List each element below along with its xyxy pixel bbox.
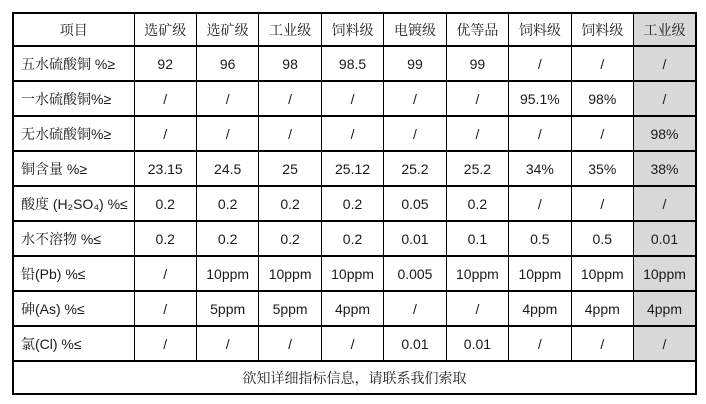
spec-value-cell: / bbox=[384, 116, 446, 151]
spec-value-cell: 0.005 bbox=[384, 256, 446, 291]
spec-value-cell: / bbox=[134, 326, 196, 361]
spec-value-cell: / bbox=[134, 256, 196, 291]
column-header-item: 项目 bbox=[13, 13, 134, 46]
row-label: 水不溶物 %≤ bbox=[13, 221, 134, 256]
spec-value-cell: / bbox=[196, 81, 258, 116]
spec-value-cell: / bbox=[634, 326, 697, 361]
spec-value-cell: 5ppm bbox=[259, 291, 321, 326]
spec-value-cell: / bbox=[509, 186, 571, 221]
row-label: 铜含量 %≥ bbox=[13, 151, 134, 186]
spec-value-cell: 0.2 bbox=[446, 186, 508, 221]
spec-value-cell: / bbox=[259, 116, 321, 151]
column-header: 选矿级 bbox=[134, 13, 196, 46]
spec-value-cell: / bbox=[259, 326, 321, 361]
row-label: 无水硫酸铜%≥ bbox=[13, 116, 134, 151]
table-row bbox=[13, 291, 696, 326]
spec-value-cell: 10ppm bbox=[321, 256, 383, 291]
spec-value-cell: / bbox=[259, 81, 321, 116]
spec-value-cell: / bbox=[509, 326, 571, 361]
spec-value-cell: 24.5 bbox=[196, 151, 258, 186]
spec-value-cell: / bbox=[509, 116, 571, 151]
spec-value-cell: / bbox=[446, 291, 508, 326]
row-label: 酸度 (H₂SO₄) %≤ bbox=[13, 186, 134, 221]
table-row bbox=[13, 256, 696, 291]
spec-value-cell: 10ppm bbox=[196, 256, 258, 291]
table-footer-note: 欲知详细指标信息，请联系我们索取 bbox=[13, 361, 696, 394]
row-label: 一水硫酸铜%≥ bbox=[13, 81, 134, 116]
spec-value-cell: 4ppm bbox=[321, 291, 383, 326]
row-label: 氯(Cl) %≤ bbox=[13, 326, 134, 361]
spec-value-cell: 10ppm bbox=[446, 256, 508, 291]
spec-value-cell: / bbox=[321, 116, 383, 151]
spec-value-cell: / bbox=[571, 116, 633, 151]
spec-value-cell: 25 bbox=[259, 151, 321, 186]
spec-value-cell: 10ppm bbox=[634, 256, 697, 291]
spec-value-cell: 0.2 bbox=[259, 186, 321, 221]
table-row bbox=[13, 151, 696, 186]
spec-value-cell: 0.5 bbox=[509, 221, 571, 256]
spec-value-cell: / bbox=[384, 291, 446, 326]
spec-value-cell: / bbox=[634, 46, 697, 81]
spec-value-cell: 0.2 bbox=[321, 186, 383, 221]
spec-value-cell: 98% bbox=[634, 116, 697, 151]
spec-value-cell: 0.01 bbox=[384, 221, 446, 256]
column-header: 饲料级 bbox=[571, 13, 633, 46]
spec-value-cell: 99 bbox=[446, 46, 508, 81]
table-row bbox=[13, 116, 696, 151]
spec-table-footer bbox=[13, 361, 696, 394]
footer-row bbox=[13, 361, 696, 394]
spec-value-cell: 0.05 bbox=[384, 186, 446, 221]
spec-value-cell: 25.12 bbox=[321, 151, 383, 186]
spec-value-cell: 4ppm bbox=[634, 291, 697, 326]
table-row bbox=[13, 326, 696, 361]
column-header: 电镀级 bbox=[384, 13, 446, 46]
header-row bbox=[13, 13, 696, 46]
spec-value-cell: 23.15 bbox=[134, 151, 196, 186]
spec-value-cell: 98 bbox=[259, 46, 321, 81]
table-row bbox=[13, 46, 696, 81]
column-header: 选矿级 bbox=[196, 13, 258, 46]
spec-value-cell: 0.5 bbox=[571, 221, 633, 256]
spec-value-cell: / bbox=[134, 81, 196, 116]
spec-value-cell: / bbox=[571, 186, 633, 221]
spec-value-cell: / bbox=[634, 81, 697, 116]
column-header: 工业级 bbox=[259, 13, 321, 46]
column-header: 工业级 bbox=[634, 13, 697, 46]
column-header: 优等品 bbox=[446, 13, 508, 46]
spec-value-cell: 0.01 bbox=[446, 326, 508, 361]
spec-value-cell: / bbox=[134, 116, 196, 151]
spec-value-cell: 4ppm bbox=[509, 291, 571, 326]
spec-value-cell: 0.2 bbox=[196, 186, 258, 221]
spec-value-cell: 0.2 bbox=[134, 221, 196, 256]
column-header: 饲料级 bbox=[321, 13, 383, 46]
spec-value-cell: 25.2 bbox=[384, 151, 446, 186]
spec-value-cell: / bbox=[196, 116, 258, 151]
spec-value-cell: 25.2 bbox=[446, 151, 508, 186]
spec-value-cell: 96 bbox=[196, 46, 258, 81]
spec-value-cell: / bbox=[571, 326, 633, 361]
spec-value-cell: 0.01 bbox=[634, 221, 697, 256]
column-header: 饲料级 bbox=[509, 13, 571, 46]
spec-value-cell: / bbox=[509, 46, 571, 81]
spec-value-cell: 38% bbox=[634, 151, 697, 186]
spec-table bbox=[12, 12, 697, 395]
spec-value-cell: / bbox=[321, 81, 383, 116]
spec-value-cell: 10ppm bbox=[571, 256, 633, 291]
spec-value-cell: / bbox=[571, 46, 633, 81]
row-label: 五水硫酸铜 %≥ bbox=[13, 46, 134, 81]
spec-value-cell: 5ppm bbox=[196, 291, 258, 326]
spec-value-cell: 10ppm bbox=[509, 256, 571, 291]
spec-value-cell: / bbox=[321, 326, 383, 361]
spec-value-cell: 10ppm bbox=[259, 256, 321, 291]
spec-value-cell: / bbox=[384, 81, 446, 116]
table-row bbox=[13, 186, 696, 221]
spec-value-cell: 0.2 bbox=[134, 186, 196, 221]
spec-table-body bbox=[13, 46, 696, 361]
spec-value-cell: 0.2 bbox=[321, 221, 383, 256]
spec-value-cell: 0.2 bbox=[259, 221, 321, 256]
table-row bbox=[13, 221, 696, 256]
spec-value-cell: 34% bbox=[509, 151, 571, 186]
spec-value-cell: 98% bbox=[571, 81, 633, 116]
spec-value-cell: 99 bbox=[384, 46, 446, 81]
spec-value-cell: 98.5 bbox=[321, 46, 383, 81]
spec-value-cell: / bbox=[196, 326, 258, 361]
spec-value-cell: 92 bbox=[134, 46, 196, 81]
spec-value-cell: 95.1% bbox=[509, 81, 571, 116]
spec-value-cell: 0.1 bbox=[446, 221, 508, 256]
spec-table-header bbox=[13, 13, 696, 46]
spec-value-cell: 0.01 bbox=[384, 326, 446, 361]
spec-value-cell: / bbox=[134, 291, 196, 326]
spec-value-cell: 0.2 bbox=[196, 221, 258, 256]
table-row bbox=[13, 81, 696, 116]
spec-value-cell: / bbox=[634, 186, 697, 221]
row-label: 砷(As) %≤ bbox=[13, 291, 134, 326]
spec-value-cell: 4ppm bbox=[571, 291, 633, 326]
spec-value-cell: 35% bbox=[571, 151, 633, 186]
spec-value-cell: / bbox=[446, 116, 508, 151]
spec-value-cell: / bbox=[446, 81, 508, 116]
row-label: 铅(Pb) %≤ bbox=[13, 256, 134, 291]
